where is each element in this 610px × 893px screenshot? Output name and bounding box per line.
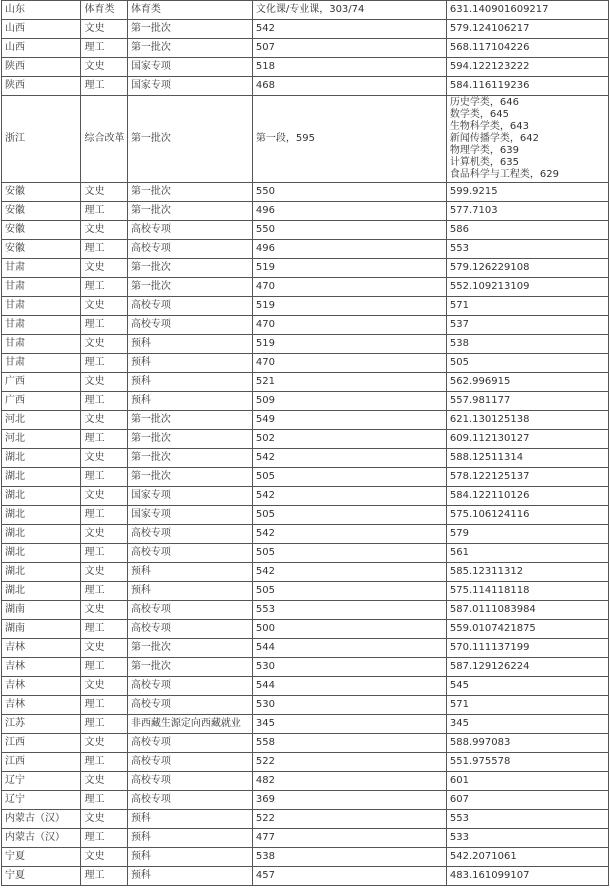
province-cell: 甘肃 [2, 259, 81, 278]
control-line-cell: 530 [252, 658, 446, 677]
province-cell: 湖南 [2, 601, 81, 620]
province-cell: 河北 [2, 411, 81, 430]
table-row [2, 563, 609, 582]
table-row [2, 1, 609, 20]
batch-cell: 预科 [127, 810, 252, 829]
subject-type-cell: 文史 [81, 259, 127, 278]
score-cell: 575.114118118 [446, 582, 608, 601]
batch-cell: 第一批次 [127, 259, 252, 278]
score-cell: 505 [446, 354, 608, 373]
table-row [2, 620, 609, 639]
score-cell: 579.126229108 [446, 259, 608, 278]
subject-type-cell: 文史 [81, 449, 127, 468]
batch-cell: 第一批次 [127, 39, 252, 58]
province-cell: 湖北 [2, 449, 81, 468]
batch-cell: 高校专项 [127, 297, 252, 316]
batch-cell: 高校专项 [127, 677, 252, 696]
control-line-cell: 549 [252, 411, 446, 430]
province-cell: 湖北 [2, 544, 81, 563]
control-line-cell: 550 [252, 221, 446, 240]
subject-type-cell: 理工 [81, 791, 127, 810]
subject-type-cell: 文史 [81, 221, 127, 240]
batch-cell: 第一批次 [127, 658, 252, 677]
table-row [2, 506, 609, 525]
score-cell [446, 96, 608, 183]
table-row [2, 202, 609, 221]
batch-cell: 预科 [127, 373, 252, 392]
control-line-cell: 519 [252, 259, 446, 278]
province-cell: 江西 [2, 753, 81, 772]
province-cell: 河北 [2, 430, 81, 449]
score-cell: 584.122110126 [446, 487, 608, 506]
score-cell: 559.0107421875 [446, 620, 608, 639]
score-cell: 599.9215 [446, 183, 608, 202]
province-cell: 山西 [2, 39, 81, 58]
province-cell: 浙江 [2, 96, 81, 183]
subject-type-cell: 文史 [81, 20, 127, 39]
score-line: 数学类，645 [449, 109, 509, 120]
score-cell: 561 [446, 544, 608, 563]
subject-type-cell: 文史 [81, 297, 127, 316]
score-cell: 601 [446, 772, 608, 791]
table-row [2, 297, 609, 316]
table-row [2, 316, 609, 335]
control-line-cell: 518 [252, 58, 446, 77]
table-row [2, 77, 609, 96]
province-cell: 湖北 [2, 525, 81, 544]
table-row [2, 753, 609, 772]
table-row [2, 430, 609, 449]
control-line-cell: 544 [252, 677, 446, 696]
batch-cell: 国家专项 [127, 487, 252, 506]
control-line-cell: 542 [252, 449, 446, 468]
subject-type-cell: 文史 [81, 601, 127, 620]
table-row [2, 601, 609, 620]
subject-type-cell: 文史 [81, 335, 127, 354]
batch-cell: 第一批次 [127, 639, 252, 658]
admission-score-table [1, 0, 609, 886]
province-cell: 广西 [2, 373, 81, 392]
score-cell: 588.12511314 [446, 449, 608, 468]
table-row [2, 639, 609, 658]
score-cell: 579.124106217 [446, 20, 608, 39]
province-cell: 宁夏 [2, 848, 81, 867]
table-row [2, 39, 609, 58]
score-cell: 575.106124116 [446, 506, 608, 525]
table-row [2, 58, 609, 77]
batch-cell: 国家专项 [127, 58, 252, 77]
table-row [2, 335, 609, 354]
table-row [2, 658, 609, 677]
batch-cell: 高校专项 [127, 601, 252, 620]
subject-type-cell: 理工 [81, 658, 127, 677]
score-cell: 483.161099107 [446, 867, 608, 886]
score-cell: 585.12311312 [446, 563, 608, 582]
control-line-cell: 522 [252, 810, 446, 829]
table-row [2, 734, 609, 753]
control-line-cell: 522 [252, 753, 446, 772]
control-line-cell: 542 [252, 487, 446, 506]
score-cell: 607 [446, 791, 608, 810]
table-row [2, 392, 609, 411]
subject-type-cell: 理工 [81, 582, 127, 601]
subject-type-cell: 理工 [81, 316, 127, 335]
province-cell: 湖南 [2, 620, 81, 639]
control-line-cell: 500 [252, 620, 446, 639]
batch-cell: 第一批次 [127, 278, 252, 297]
batch-cell: 高校专项 [127, 525, 252, 544]
batch-cell: 预科 [127, 354, 252, 373]
control-line-cell: 505 [252, 582, 446, 601]
score-cell: 538 [446, 335, 608, 354]
control-line-cell: 542 [252, 20, 446, 39]
table-row [2, 772, 609, 791]
subject-type-cell: 文史 [81, 639, 127, 658]
subject-type-cell: 理工 [81, 202, 127, 221]
subject-type-cell: 理工 [81, 392, 127, 411]
subject-type-cell: 理工 [81, 867, 127, 886]
control-line-cell: 468 [252, 77, 446, 96]
batch-cell: 预科 [127, 848, 252, 867]
table-row [2, 525, 609, 544]
province-cell: 吉林 [2, 696, 81, 715]
table-row [2, 487, 609, 506]
batch-cell: 高校专项 [127, 620, 252, 639]
control-line-cell: 505 [252, 544, 446, 563]
province-cell: 陕西 [2, 77, 81, 96]
province-cell: 江西 [2, 734, 81, 753]
score-cell: 553 [446, 810, 608, 829]
table-row [2, 354, 609, 373]
control-line-cell: 521 [252, 373, 446, 392]
table-row [2, 867, 609, 886]
subject-type-cell: 文史 [81, 183, 127, 202]
table-row [2, 96, 609, 183]
control-line-cell: 558 [252, 734, 446, 753]
score-cell: 587.0111083984 [446, 601, 608, 620]
province-cell: 山东 [2, 1, 81, 20]
score-cell: 568.117104226 [446, 39, 608, 58]
batch-cell: 高校专项 [127, 316, 252, 335]
subject-type-cell: 理工 [81, 620, 127, 639]
batch-cell: 第一批次 [127, 430, 252, 449]
batch-cell: 高校专项 [127, 240, 252, 259]
control-line-cell: 509 [252, 392, 446, 411]
score-cell: 579 [446, 525, 608, 544]
province-cell: 安徽 [2, 240, 81, 259]
batch-cell: 非西藏生源定向西藏就业 [127, 715, 252, 734]
control-line-cell: 457 [252, 867, 446, 886]
table-row [2, 278, 609, 297]
score-line: 历史学类，646 [449, 97, 519, 108]
batch-cell: 预科 [127, 582, 252, 601]
control-line-cell: 第一段，595 [252, 96, 446, 183]
score-line: 计算机类，635 [449, 157, 519, 168]
subject-type-cell: 文史 [81, 411, 127, 430]
control-line-cell: 507 [252, 39, 446, 58]
score-line: 新闻传播学类，642 [449, 133, 539, 144]
subject-type-cell: 文史 [81, 487, 127, 506]
table-row [2, 411, 609, 430]
control-line-cell: 519 [252, 297, 446, 316]
batch-cell: 预科 [127, 563, 252, 582]
province-cell: 甘肃 [2, 316, 81, 335]
province-cell: 内蒙古（汉） [2, 810, 81, 829]
subject-type-cell: 理工 [81, 354, 127, 373]
score-cell: 570.111137199 [446, 639, 608, 658]
subject-type-cell: 文史 [81, 810, 127, 829]
batch-cell: 第一批次 [127, 202, 252, 221]
province-cell: 宁夏 [2, 867, 81, 886]
table-row [2, 449, 609, 468]
batch-cell: 预科 [127, 867, 252, 886]
batch-cell: 第一批次 [127, 468, 252, 487]
score-line: 物理学类，639 [449, 145, 519, 156]
province-cell: 湖北 [2, 487, 81, 506]
control-line-cell: 542 [252, 525, 446, 544]
table-row [2, 183, 609, 202]
subject-type-cell: 文史 [81, 734, 127, 753]
subject-type-cell: 理工 [81, 696, 127, 715]
province-cell: 湖北 [2, 506, 81, 525]
province-cell: 安徽 [2, 202, 81, 221]
province-cell: 甘肃 [2, 297, 81, 316]
score-cell: 587.129126224 [446, 658, 608, 677]
province-cell: 安徽 [2, 183, 81, 202]
score-cell: 545 [446, 677, 608, 696]
subject-type-cell: 文史 [81, 848, 127, 867]
province-cell: 辽宁 [2, 772, 81, 791]
batch-cell: 第一批次 [127, 411, 252, 430]
subject-type-cell: 体育类 [81, 1, 127, 20]
batch-cell: 高校专项 [127, 696, 252, 715]
control-line-cell: 496 [252, 240, 446, 259]
control-line-cell: 553 [252, 601, 446, 620]
control-line-cell: 502 [252, 430, 446, 449]
table-row [2, 373, 609, 392]
subject-type-cell: 理工 [81, 77, 127, 96]
score-cell: 621.130125138 [446, 411, 608, 430]
province-cell: 广西 [2, 392, 81, 411]
subject-type-cell: 文史 [81, 525, 127, 544]
province-cell: 内蒙古（汉） [2, 829, 81, 848]
province-cell: 湖北 [2, 563, 81, 582]
control-line-cell: 345 [252, 715, 446, 734]
score-line: 食品科学与工程类，629 [449, 169, 559, 180]
province-cell: 吉林 [2, 639, 81, 658]
table-row [2, 677, 609, 696]
subject-type-cell: 理工 [81, 430, 127, 449]
control-line-cell: 519 [252, 335, 446, 354]
score-cell: 594.122123222 [446, 58, 608, 77]
score-cell: 542.2071061 [446, 848, 608, 867]
control-line-cell: 文化课/专业课，303/74 [252, 1, 446, 20]
province-cell: 甘肃 [2, 278, 81, 297]
score-cell: 553 [446, 240, 608, 259]
table-row [2, 20, 609, 39]
control-line-cell: 477 [252, 829, 446, 848]
subject-type-cell: 理工 [81, 39, 127, 58]
province-cell: 吉林 [2, 677, 81, 696]
batch-cell: 预科 [127, 392, 252, 411]
control-line-cell: 505 [252, 506, 446, 525]
batch-cell: 第一批次 [127, 449, 252, 468]
score-cell: 571 [446, 297, 608, 316]
score-cell: 551.975578 [446, 753, 608, 772]
score-cell: 609.112130127 [446, 430, 608, 449]
score-cell: 537 [446, 316, 608, 335]
control-line-cell: 470 [252, 316, 446, 335]
province-cell: 吉林 [2, 658, 81, 677]
province-cell: 山西 [2, 20, 81, 39]
score-line: 生物科学类，643 [449, 121, 529, 132]
subject-type-cell: 理工 [81, 829, 127, 848]
control-line-cell: 505 [252, 468, 446, 487]
batch-cell: 第一批次 [127, 183, 252, 202]
score-cell: 584.116119236 [446, 77, 608, 96]
batch-cell: 高校专项 [127, 734, 252, 753]
subject-type-cell: 理工 [81, 240, 127, 259]
batch-cell: 高校专项 [127, 791, 252, 810]
batch-cell: 预科 [127, 335, 252, 354]
table-row [2, 259, 609, 278]
province-cell: 辽宁 [2, 791, 81, 810]
batch-cell: 高校专项 [127, 544, 252, 563]
control-line-cell: 482 [252, 772, 446, 791]
batch-cell: 第一批次 [127, 96, 252, 183]
score-cell: 578.122125137 [446, 468, 608, 487]
province-cell: 甘肃 [2, 354, 81, 373]
table-row [2, 791, 609, 810]
subject-type-cell: 文史 [81, 677, 127, 696]
province-cell: 安徽 [2, 221, 81, 240]
score-cell: 345 [446, 715, 608, 734]
control-line-cell: 538 [252, 848, 446, 867]
table-row [2, 221, 609, 240]
batch-cell: 预科 [127, 829, 252, 848]
subject-type-cell: 文史 [81, 58, 127, 77]
subject-type-cell: 文史 [81, 563, 127, 582]
control-line-cell: 544 [252, 639, 446, 658]
subject-type-cell: 理工 [81, 468, 127, 487]
batch-cell: 体育类 [127, 1, 252, 20]
score-cell: 631.140901609217 [446, 1, 608, 20]
province-cell: 江苏 [2, 715, 81, 734]
score-cell: 588.997083 [446, 734, 608, 753]
batch-cell: 高校专项 [127, 772, 252, 791]
table-row [2, 582, 609, 601]
score-cell: 557.981177 [446, 392, 608, 411]
batch-cell: 高校专项 [127, 753, 252, 772]
province-cell: 湖北 [2, 468, 81, 487]
control-line-cell: 470 [252, 278, 446, 297]
subject-type-cell: 文史 [81, 772, 127, 791]
batch-cell: 第一批次 [127, 20, 252, 39]
province-cell: 甘肃 [2, 335, 81, 354]
batch-cell: 高校专项 [127, 221, 252, 240]
score-cell: 571 [446, 696, 608, 715]
table-row [2, 468, 609, 487]
control-line-cell: 470 [252, 354, 446, 373]
subject-type-cell: 理工 [81, 506, 127, 525]
control-line-cell: 542 [252, 563, 446, 582]
table-row [2, 829, 609, 848]
score-cell: 586 [446, 221, 608, 240]
subject-type-cell: 理工 [81, 278, 127, 297]
province-cell: 湖北 [2, 582, 81, 601]
subject-type-cell: 综合改革 [81, 96, 127, 183]
batch-cell: 国家专项 [127, 77, 252, 96]
batch-cell: 国家专项 [127, 506, 252, 525]
subject-type-cell: 理工 [81, 715, 127, 734]
subject-type-cell: 理工 [81, 544, 127, 563]
subject-type-cell: 文史 [81, 373, 127, 392]
score-cell: 562.996915 [446, 373, 608, 392]
control-line-cell: 496 [252, 202, 446, 221]
subject-type-cell: 理工 [81, 753, 127, 772]
table-row [2, 848, 609, 867]
score-cell: 577.7103 [446, 202, 608, 221]
table-row [2, 240, 609, 259]
score-cell: 533 [446, 829, 608, 848]
table-row [2, 715, 609, 734]
control-line-cell: 530 [252, 696, 446, 715]
province-cell: 陕西 [2, 58, 81, 77]
control-line-cell: 550 [252, 183, 446, 202]
control-line-cell: 369 [252, 791, 446, 810]
table-body [2, 1, 609, 886]
table-row [2, 544, 609, 563]
table-row [2, 810, 609, 829]
score-cell: 552.109213109 [446, 278, 608, 297]
table-row [2, 696, 609, 715]
